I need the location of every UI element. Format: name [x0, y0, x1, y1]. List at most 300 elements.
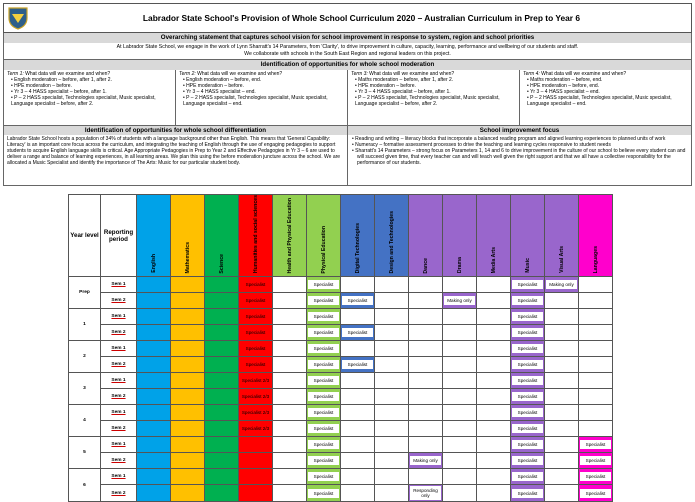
term-item: • English moderation – before, end.	[183, 77, 344, 83]
grid-row	[69, 437, 613, 453]
subject-cell	[443, 405, 477, 421]
term-question: What data will we examine and when?	[197, 71, 283, 77]
subject-cell	[579, 469, 613, 485]
subject-cell	[273, 373, 307, 389]
subject-cell	[375, 421, 409, 437]
year-level-cell: 4	[69, 405, 101, 437]
subject-cell	[137, 453, 171, 469]
subject-cell	[341, 469, 375, 485]
reporting-period-cell: Sem 1	[101, 469, 137, 485]
term-item: • Yr 3 – 4 HASS specialist – end.	[183, 89, 344, 95]
subject-header-label: Science	[218, 253, 225, 274]
subject-cell	[545, 469, 579, 485]
subject-header-label: Design and Technologies	[388, 210, 395, 274]
subject-cell	[239, 469, 273, 485]
subject-cell	[409, 421, 443, 437]
subject-cell	[545, 293, 579, 309]
provision-tag: Specialist	[512, 344, 543, 353]
subject-cell	[579, 485, 613, 502]
vision-line-1: At Labrador State School, we engage in the work of Lynn Sharratt's 14 Parameters, from 'Clarity', to drive improvement in culture, capacity, learning, performance and wellbeing of our students and staff.	[116, 44, 579, 50]
subject-header	[443, 195, 477, 277]
subject-cell	[511, 325, 545, 341]
subject-header	[307, 195, 341, 277]
provision-tag: Making only	[546, 280, 577, 289]
provision-tag: Specialist	[512, 472, 543, 481]
subject-cell	[205, 309, 239, 325]
reporting-period-cell: Sem 1	[101, 341, 137, 357]
subject-cell	[443, 357, 477, 373]
subject-cell	[205, 325, 239, 341]
subject-cell	[137, 405, 171, 421]
year-level-cell: 1	[69, 309, 101, 341]
term-item: • P – 2 HASS specialist, Technologies specialist, Music specialist, Language specialist – before, after 2.	[11, 95, 172, 107]
subject-cell	[511, 453, 545, 469]
subject-cell	[409, 469, 443, 485]
subject-header-label: Media Arts	[490, 246, 497, 274]
subject-cell	[477, 357, 511, 373]
subject-cell	[443, 293, 477, 309]
subject-cell	[477, 405, 511, 421]
term-item: • Maths moderation – before, end.	[527, 77, 688, 83]
grid-row	[69, 293, 613, 309]
term-item: • Yr 3 – 4 HASS specialist – before, after 1.	[11, 89, 172, 95]
subject-cell	[205, 341, 239, 357]
provision-tag: Specialist	[512, 360, 543, 369]
subject-cell	[205, 389, 239, 405]
subject-cell	[205, 277, 239, 293]
provision-tag: Specialist	[512, 489, 543, 498]
provision-tag: Specialist	[308, 456, 339, 465]
subject-cell	[273, 293, 307, 309]
subject-cell	[409, 485, 443, 502]
provision-tag: Specialist	[342, 328, 373, 337]
term-3	[348, 70, 520, 125]
subject-cell	[375, 437, 409, 453]
provision-tag: Specialist	[240, 328, 271, 337]
subject-cell	[137, 469, 171, 485]
vision-statement	[3, 33, 692, 60]
subject-cell	[273, 485, 307, 502]
subject-cell	[205, 405, 239, 421]
term-4	[520, 70, 691, 125]
subject-header-label: Dance	[422, 257, 429, 274]
term-label: Term 2:	[179, 71, 196, 77]
subject-cell	[545, 341, 579, 357]
subject-header-label: Visual Arts	[558, 246, 565, 274]
subject-cell	[307, 373, 341, 389]
subject-cell	[171, 293, 205, 309]
provision-tag: Specialist	[580, 456, 611, 465]
subject-cell	[205, 437, 239, 453]
subject-cell	[273, 469, 307, 485]
improvement-heading: School improvement focus	[348, 126, 691, 135]
subject-cell	[511, 485, 545, 502]
provision-tag: Specialist	[512, 296, 543, 305]
subject-cell	[273, 421, 307, 437]
term-question: What data will we examine and when?	[369, 71, 455, 77]
subject-cell	[545, 453, 579, 469]
subject-cell	[477, 277, 511, 293]
subject-cell	[171, 421, 205, 437]
grid-row	[69, 469, 613, 485]
term-item: • P – 2 HASS specialist, Technologies specialist, Music specialist, Language specialist – end.	[527, 95, 688, 107]
subject-cell	[545, 389, 579, 405]
subject-header-label: Languages	[592, 245, 599, 274]
provision-tag: Specialist	[580, 440, 611, 449]
subject-cell	[307, 325, 341, 341]
subject-cell	[307, 389, 341, 405]
term-item: • English moderation – before, after 1, after 2.	[11, 77, 172, 83]
subject-cell	[239, 485, 273, 502]
subject-cell	[579, 325, 613, 341]
subject-header	[171, 195, 205, 277]
year-level-header: Year level	[69, 195, 101, 277]
subject-cell	[375, 389, 409, 405]
subject-cell	[307, 309, 341, 325]
subject-cell	[205, 485, 239, 502]
lower-section	[3, 126, 692, 186]
improvement-panel	[348, 126, 691, 185]
subject-cell	[579, 437, 613, 453]
year-level-cell: 2	[69, 341, 101, 373]
term-item: • HPE moderation – before.	[355, 83, 516, 89]
subject-cell	[477, 325, 511, 341]
subject-cell	[137, 293, 171, 309]
provision-tag: Making only	[444, 296, 475, 305]
subject-cell	[443, 453, 477, 469]
vision-line-2: We collaborate with schools in the South East Region and regional leaders on this project.	[244, 51, 451, 58]
year-level-cell: Prep	[69, 277, 101, 309]
subject-cell	[511, 309, 545, 325]
subject-cell	[409, 405, 443, 421]
subject-cell	[341, 485, 375, 502]
term-2	[176, 70, 348, 125]
subject-cell	[137, 389, 171, 405]
subject-cell	[239, 389, 273, 405]
subject-cell	[579, 373, 613, 389]
subject-cell	[239, 277, 273, 293]
subject-cell	[409, 373, 443, 389]
subject-cell	[307, 469, 341, 485]
subject-header-label: English	[150, 254, 157, 274]
subject-cell	[273, 357, 307, 373]
subject-cell	[375, 341, 409, 357]
subject-cell	[375, 293, 409, 309]
grid-row	[69, 389, 613, 405]
subject-header	[375, 195, 409, 277]
subject-cell	[375, 309, 409, 325]
reporting-period-cell: Sem 2	[101, 421, 137, 437]
term-question: What data will we examine and when?	[25, 71, 111, 77]
subject-cell	[477, 437, 511, 453]
subject-cell	[239, 373, 273, 389]
improvement-item: • Numeracy – formative assessment processes to drive the teaching and learning cycles responsive to student needs	[351, 142, 688, 148]
subject-cell	[307, 421, 341, 437]
subject-cell	[579, 341, 613, 357]
subject-cell	[443, 373, 477, 389]
subject-cell	[341, 325, 375, 341]
provision-tag: Specialist	[512, 456, 543, 465]
provision-tag: Specialist	[308, 489, 339, 498]
subject-cell	[409, 341, 443, 357]
grid-row	[69, 373, 613, 389]
subject-header	[239, 195, 273, 277]
subject-cell	[545, 277, 579, 293]
term-question: What data will we examine and when?	[541, 71, 627, 77]
subject-cell	[341, 421, 375, 437]
term-item: • P – 2 HASS specialist, Technologies specialist, Music specialist, Language specialist – end.	[183, 95, 344, 107]
year-level-cell: 6	[69, 469, 101, 502]
subject-cell	[545, 325, 579, 341]
subject-header	[579, 195, 613, 277]
term-item: • Yr 3 – 4 HASS specialist – end.	[527, 89, 688, 95]
subject-cell	[171, 405, 205, 421]
subject-header-label: Music	[524, 258, 531, 274]
subject-cell	[409, 309, 443, 325]
subject-cell	[409, 357, 443, 373]
grid-row	[69, 421, 613, 437]
term-label: Term 4:	[523, 71, 540, 77]
school-crest-icon	[6, 6, 30, 30]
subject-cell	[307, 357, 341, 373]
subject-cell	[137, 277, 171, 293]
term-label: Term 1:	[7, 71, 24, 77]
provision-tag: Specialist	[308, 408, 339, 417]
subject-cell	[273, 437, 307, 453]
subject-header	[511, 195, 545, 277]
subject-cell	[307, 293, 341, 309]
subject-cell	[239, 325, 273, 341]
provision-tag: Specialist	[308, 312, 339, 321]
subject-cell	[307, 405, 341, 421]
reporting-period-cell: Sem 2	[101, 389, 137, 405]
subject-cell	[477, 389, 511, 405]
subject-cell	[511, 357, 545, 373]
subject-cell	[409, 325, 443, 341]
provision-tag: Specialist	[308, 440, 339, 449]
subject-cell	[545, 357, 579, 373]
provision-tag: Specialist	[308, 328, 339, 337]
subject-cell	[273, 405, 307, 421]
subject-cell	[375, 373, 409, 389]
reporting-period-header: Reporting period	[101, 195, 137, 277]
subject-cell	[239, 453, 273, 469]
subject-cell	[205, 357, 239, 373]
subject-cell	[375, 469, 409, 485]
provision-tag: Specialist	[308, 376, 339, 385]
subject-cell	[409, 437, 443, 453]
term-item: • HPE moderation – before, end.	[527, 83, 688, 89]
subject-header-label: Drama	[456, 256, 463, 274]
subject-header-label: Mathematics	[184, 241, 191, 274]
provision-tag: Specialist	[240, 296, 271, 305]
subject-cell	[171, 357, 205, 373]
provision-tag: Making only	[410, 456, 441, 465]
subject-header	[205, 195, 239, 277]
subject-cell	[239, 341, 273, 357]
vision-heading: Overarching statement that captures school vision for school improvement in response to system, region and school priorities	[4, 33, 691, 43]
term-item: • P – 2 HASS specialist, Technologies specialist, Music specialist, Language specialist – before, after 2.	[355, 95, 516, 107]
subject-cell	[511, 341, 545, 357]
subject-cell	[205, 421, 239, 437]
provision-tag: Specialist	[512, 280, 543, 289]
subject-cell	[341, 373, 375, 389]
subject-cell	[375, 325, 409, 341]
subject-cell	[443, 485, 477, 502]
subject-cell	[511, 437, 545, 453]
subject-header	[341, 195, 375, 277]
provision-tag: Specialist	[512, 424, 543, 433]
subject-cell	[443, 389, 477, 405]
provision-tag: Specialist	[512, 392, 543, 401]
grid-row	[69, 485, 613, 502]
provision-tag: Specialist	[308, 344, 339, 353]
provision-tag: Specialist	[342, 296, 373, 305]
subject-cell	[341, 357, 375, 373]
subject-cell	[341, 309, 375, 325]
moderation-band	[3, 60, 692, 70]
term-item: • HPE moderation – before.	[183, 83, 344, 89]
subject-header	[273, 195, 307, 277]
subject-cell	[341, 405, 375, 421]
subject-cell	[307, 453, 341, 469]
subject-cell	[171, 485, 205, 502]
subject-header-label: Digital Technologies	[354, 222, 361, 274]
subject-cell	[511, 277, 545, 293]
subject-cell	[307, 437, 341, 453]
subject-cell	[273, 341, 307, 357]
subject-cell	[409, 453, 443, 469]
provision-tag: Specialist	[580, 489, 611, 498]
subject-cell	[375, 277, 409, 293]
subject-header	[137, 195, 171, 277]
grid-row	[69, 309, 613, 325]
subject-cell	[137, 357, 171, 373]
subject-cell	[511, 293, 545, 309]
provision-tag: Specialist	[342, 360, 373, 369]
subject-cell	[341, 437, 375, 453]
subject-cell	[205, 453, 239, 469]
provision-tag: Specialist	[240, 280, 271, 289]
subject-cell	[137, 309, 171, 325]
reporting-period-cell: Sem 2	[101, 357, 137, 373]
reporting-period-cell: Sem 1	[101, 277, 137, 293]
provision-tag: Specialist	[308, 472, 339, 481]
subject-cell	[239, 309, 273, 325]
subject-cell	[205, 469, 239, 485]
subject-cell	[137, 373, 171, 389]
subject-cell	[239, 405, 273, 421]
subject-cell	[171, 373, 205, 389]
subject-cell	[545, 437, 579, 453]
reporting-period-cell: Sem 1	[101, 309, 137, 325]
subject-cell	[545, 373, 579, 389]
subject-cell	[171, 277, 205, 293]
term-1	[4, 70, 176, 125]
subject-cell	[579, 405, 613, 421]
subject-cell	[579, 293, 613, 309]
subject-cell	[579, 357, 613, 373]
subject-cell	[341, 389, 375, 405]
reporting-period-cell: Sem 1	[101, 437, 137, 453]
subject-cell	[239, 437, 273, 453]
term-label: Term 3:	[351, 71, 368, 77]
subject-cell	[579, 453, 613, 469]
grid-body	[69, 277, 613, 502]
subject-cell	[205, 293, 239, 309]
subject-cell	[307, 277, 341, 293]
reporting-period-cell: Sem 2	[101, 293, 137, 309]
subject-cell	[341, 341, 375, 357]
subject-cell	[171, 325, 205, 341]
provision-tag: Responding only	[410, 486, 441, 500]
grid-row	[69, 277, 613, 293]
subject-cell	[477, 469, 511, 485]
subject-header	[545, 195, 579, 277]
subject-cell	[375, 453, 409, 469]
subject-cell	[443, 325, 477, 341]
moderation-heading: Identification of opportunities for whole school moderation	[4, 60, 691, 70]
subject-cell	[375, 405, 409, 421]
provision-tag: Specialist	[308, 424, 339, 433]
subject-cell	[137, 437, 171, 453]
subject-cell	[545, 309, 579, 325]
term-item: • Maths moderation – before, after 1, after 2.	[355, 77, 516, 83]
subject-cell	[477, 421, 511, 437]
subject-cell	[511, 421, 545, 437]
provision-tag: Specialist	[580, 472, 611, 481]
provision-tag: Specialist	[512, 376, 543, 385]
curriculum-grid	[68, 194, 613, 502]
provision-tag: Specialist 2/3	[241, 410, 270, 416]
subject-cell	[137, 485, 171, 502]
provision-tag: Specialist	[308, 392, 339, 401]
subject-cell	[273, 389, 307, 405]
grid-row	[69, 325, 613, 341]
subject-cell	[137, 325, 171, 341]
subject-cell	[341, 277, 375, 293]
term-item: • Yr 3 – 4 HASS specialist – before, after 1.	[355, 89, 516, 95]
subject-cell	[443, 309, 477, 325]
subject-cell	[137, 341, 171, 357]
subject-header-label: Physical Education	[320, 225, 327, 274]
subject-cell	[307, 341, 341, 357]
improvement-item: • Sharratt's 14 Parameters – strong focus on Parameters 1, 14 and 6 to drive improvement in the culture of our school to believe every student can and will succeed given time, that every teacher can and will teach well given the right support and that we all have a collective responsibility for the performance of our students.	[351, 148, 688, 166]
reporting-period-cell: Sem 2	[101, 453, 137, 469]
subject-cell	[239, 421, 273, 437]
subject-cell	[273, 277, 307, 293]
subject-cell	[341, 453, 375, 469]
year-level-cell: 3	[69, 373, 101, 405]
subject-cell	[409, 277, 443, 293]
reporting-period-cell: Sem 2	[101, 325, 137, 341]
subject-cell	[579, 389, 613, 405]
subject-cell	[239, 357, 273, 373]
subject-cell	[511, 469, 545, 485]
subject-cell	[171, 389, 205, 405]
subject-cell	[477, 341, 511, 357]
provision-tag: Specialist 2/3	[241, 394, 270, 400]
subject-cell	[545, 405, 579, 421]
subject-cell	[239, 293, 273, 309]
provision-tag: Specialist	[240, 312, 271, 321]
subject-cell	[443, 341, 477, 357]
differentiation-panel	[4, 126, 348, 185]
subject-cell	[171, 453, 205, 469]
subject-cell	[579, 309, 613, 325]
subject-cell	[273, 453, 307, 469]
subject-cell	[579, 421, 613, 437]
